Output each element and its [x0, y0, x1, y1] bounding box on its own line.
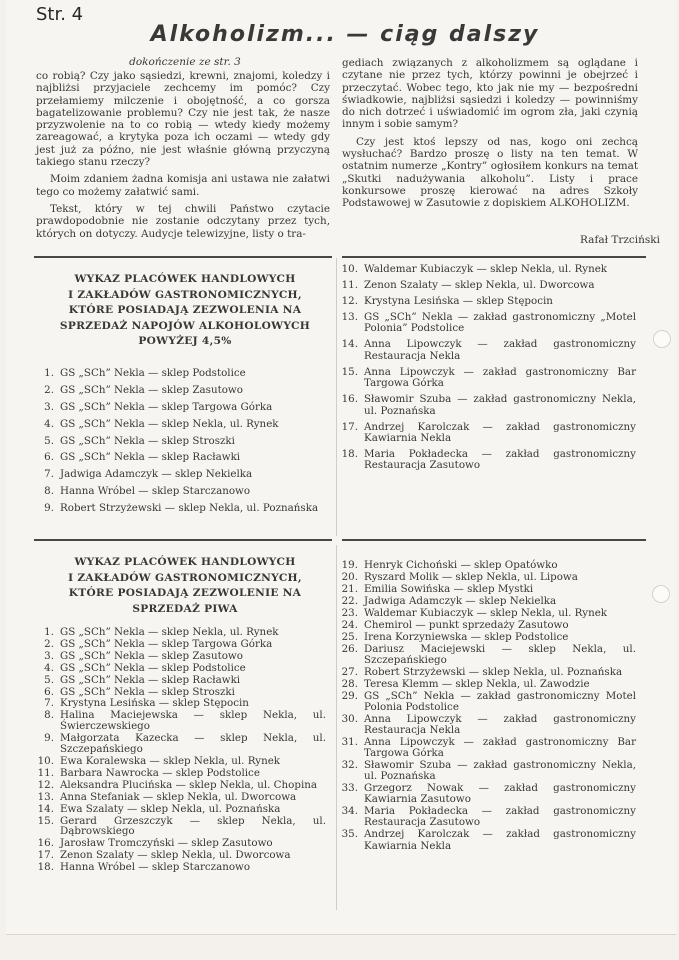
list-item	[334, 679, 636, 690]
item-number: 24.	[341, 618, 358, 631]
item-number: 17.	[37, 849, 54, 862]
item-text: Krystyna Lesińska — sklep Stępocin	[364, 295, 553, 307]
list-item	[34, 850, 326, 861]
heading-line: WYKAZ PLACÓWEK HANDLOWYCH	[74, 556, 296, 568]
item-text: GS „SCh” Nekla — sklep Stroszki	[60, 434, 235, 447]
item-text: GS „SCh” Nekla — sklep Zasutowo	[60, 383, 243, 396]
item-number: 10.	[37, 754, 54, 767]
item-text: Robert Strzyżewski — sklep Nekla, ul. Poznańska	[364, 665, 623, 678]
list-item	[334, 829, 636, 851]
item-number: 7.	[44, 468, 54, 481]
continuation-note: dokończenie ze str. 3	[129, 56, 241, 68]
article-right-column	[342, 57, 638, 215]
list-item	[334, 632, 636, 643]
item-number: 25.	[341, 630, 358, 643]
item-text: Ewa Koralewska — sklep Nekla, ul. Rynek	[60, 754, 281, 767]
list-item	[334, 806, 636, 828]
list-item	[336, 312, 636, 335]
item-text: Hanna Wróbel — sklep Starczanowo	[60, 861, 251, 874]
item-number: 19.	[341, 559, 358, 571]
item-text: Krystyna Lesińska — sklep Stępocin	[60, 697, 249, 710]
item-text: GS „SCh” Nekla — sklep Nekla, ul. Rynek	[60, 626, 279, 638]
heading-line: I ZAKŁADÓW GASTRONOMICZNYCH,	[68, 571, 302, 584]
item-text: Sławomir Szuba — zakład gastronomiczny Nekla, ul. Poznańska	[364, 393, 636, 417]
item-number: 31.	[341, 736, 358, 749]
item-text: Anna Lipowczyk — zakład gastronomiczny Bar Targowa Górka	[364, 736, 636, 760]
list-item	[34, 468, 324, 480]
alcohol-list-heading	[40, 272, 330, 350]
item-number: 27.	[341, 665, 358, 678]
item-number: 5.	[44, 434, 54, 447]
list-item	[336, 394, 636, 417]
article-paragraph: Czy jest ktoś lepszy od nas, kogo oni zechcą wysłuchać? Bardzo proszę o listy na ten temat. W ostatnim numerze „Kontry” ogłosiłem konkurs na temat „Skutki nadużywania alkoholu”. Listy i prace konkursowe proszę kierować na adres Szkoły Podstawowej w Zasutowie z dopiskiem ALKOHOLIZM.	[342, 135, 638, 210]
item-number: 13.	[341, 311, 358, 323]
list-item	[34, 804, 326, 815]
list-item	[336, 339, 636, 362]
item-text: Maria Pokładecka — zakład gastronomiczny Restauracja Zasutowo	[364, 805, 636, 829]
list-item	[334, 596, 636, 607]
item-text: Maria Pokładecka — zakład gastronomiczny Restauracja Zasutowo	[364, 448, 636, 472]
heading-line: I ZAKŁADÓW GASTRONOMICZNYCH,	[68, 288, 302, 301]
article-paragraph: Moim zdaniem żadna komisja ani ustawa nie załatwi tego co możemy załatwić sami.	[36, 173, 330, 198]
item-number: 33.	[341, 782, 358, 795]
item-text: Aleksandra Plucińska — sklep Nekla, ul. Chopina	[60, 778, 318, 791]
item-number: 21.	[341, 582, 358, 595]
list-item	[334, 560, 636, 571]
item-text: Andrzej Karolczak — zakład gastronomiczny Kawiarnia Nekla	[364, 420, 636, 445]
heading-line: POWYŻEJ 4,5%	[138, 335, 232, 348]
item-number: 12.	[37, 778, 54, 791]
item-number: 15.	[341, 365, 358, 378]
list-item	[336, 422, 636, 445]
list-item	[34, 780, 326, 791]
item-number: 4.	[44, 417, 54, 430]
item-number: 34.	[341, 805, 358, 818]
item-number: 12.	[341, 295, 358, 307]
item-number: 13.	[37, 790, 54, 803]
item-text: Anna Stefaniak — sklep Nekla, ul. Dworcowa	[60, 790, 297, 803]
list-item	[34, 710, 326, 732]
list-item	[34, 687, 326, 698]
list-item	[34, 384, 324, 396]
item-text: Jadwiga Adamczyk — sklep Nekielka	[364, 594, 557, 607]
item-text: Halina Maciejewska — sklep Nekla, ul. Świerczewskiego	[60, 709, 326, 733]
list-item	[334, 584, 636, 595]
list-item	[334, 691, 636, 713]
item-text: Zenon Szalaty — sklep Nekla, ul. Dworcowa	[60, 849, 291, 862]
item-text: Jadwiga Adamczyk — sklep Nekielka	[60, 468, 253, 481]
item-text: Sławomir Szuba — zakład gastronomiczny Nekla, ul. Poznańska	[364, 759, 636, 783]
item-number: 7.	[44, 697, 54, 710]
item-number: 18.	[341, 448, 358, 461]
item-number: 14.	[37, 802, 54, 815]
item-text: GS „SCh” Nekla — sklep Podstolice	[60, 367, 246, 379]
item-number: 3.	[44, 400, 54, 413]
article-left-column	[36, 70, 330, 245]
item-text: Ryszard Molik — sklep Nekla, ul. Lipowa	[364, 570, 578, 583]
item-number: 11.	[37, 766, 54, 779]
item-text: Anna Lipowczyk — zakład gastronomiczny Restauracja Nekla	[364, 338, 636, 362]
list-item	[34, 733, 326, 755]
item-text: Anna Lipowczyk — zakład gastronomiczny Restauracja Nekla	[364, 713, 636, 737]
item-number: 3.	[44, 649, 54, 662]
section-divider	[342, 539, 646, 541]
article-paragraph: co robią? Czy jako sąsiedzi, krewni, znajomi, koledzy i najbliżsi przyjaciele zechcemy im pomóc? Czy przełamiemy milczenie i obojętność, a co gorsza bagatelizowanie problemu? Czy nie jest tak, że nasze przyzwolenie na to co robią — wtedy kiedy możemy zareagować, a krytyka poza ich oczami — wtedy gdy jest już za późno, nie jest właśnie główną przyczyną takiego stanu rzeczy?	[36, 70, 330, 169]
item-text: Barbara Nawrocka — sklep Podstolice	[60, 766, 260, 779]
page-number: Str. 4	[36, 4, 84, 25]
item-text: Robert Strzyżewski — sklep Nekla, ul. Poznańska	[60, 502, 319, 515]
list-item	[34, 451, 324, 463]
item-number: 30.	[341, 713, 358, 726]
item-text: Jarosław Tromczyński — sklep Zasutowo	[60, 837, 273, 850]
list-item	[34, 862, 326, 873]
heading-line: KTÓRE POSIADAJĄ ZEZWOLENIA NA	[68, 304, 302, 317]
item-text: Emilia Sowińska — sklep Mystki	[364, 582, 534, 595]
alcohol-list-left	[34, 367, 324, 519]
item-number: 6.	[44, 685, 54, 698]
item-text: GS „SCh” Nekla — sklep Targowa Górka	[60, 637, 273, 650]
item-number: 20.	[341, 570, 358, 583]
article-paragraph: Tekst, który w tej chwili Państwo czytacie prawdopodobnie nie zostanie odczytany przez tych, których on dotyczy. Audycje telewizyjne, listy o tra-	[36, 202, 330, 240]
list-item	[34, 418, 324, 430]
section-divider	[342, 256, 646, 258]
item-number: 9.	[44, 732, 54, 745]
item-number: 6.	[44, 451, 54, 464]
item-text: Andrzej Karolczak — zakład gastronomiczny Kawiarnia Nekla	[364, 828, 636, 852]
list-item	[34, 651, 326, 662]
item-number: 14.	[341, 338, 358, 351]
section-divider	[34, 539, 332, 541]
list-item	[34, 838, 326, 849]
beer-list-heading	[40, 555, 330, 617]
list-item	[336, 280, 636, 291]
item-number: 17.	[341, 420, 358, 433]
item-text: GS „SCh” Nekla — sklep Zasutowo	[60, 649, 243, 662]
item-text: GS „SCh” Nekla — sklep Targowa Górka	[60, 400, 273, 413]
list-item	[334, 760, 636, 782]
item-text: GS „SCh” Nekla — sklep Nekla, ul. Rynek	[60, 417, 279, 430]
heading-line: SPRZEDAŻ PIWA	[132, 602, 238, 615]
item-text: GS „SCh” Nekla — zakład gastronomiczny „Motel Polonia” Podstolice	[364, 311, 636, 335]
heading-line: SPRZEDAŻ NAPOJÓW ALKOHOLOWYCH	[59, 319, 311, 332]
list-item	[34, 485, 324, 497]
item-text: Zenon Szalaty — sklep Nekla, ul. Dworcowa	[364, 279, 595, 291]
item-number: 18.	[37, 861, 54, 874]
item-number: 2.	[44, 637, 54, 650]
list-item	[336, 367, 636, 390]
item-text: Anna Lipowczyk — zakład gastronomiczny Bar Targowa Górka	[364, 365, 636, 390]
heading-line: WYKAZ PLACÓWEK HANDLOWYCH	[74, 273, 296, 285]
item-text: Małgorzata Kazecka — sklep Nekla, ul. Szczepańskiego	[60, 732, 326, 756]
alcohol-list-right	[336, 264, 636, 476]
list-item	[336, 449, 636, 472]
item-number: 2.	[44, 383, 54, 396]
item-text: Teresa Klemm — sklep Nekla, ul. Zawodzie	[364, 677, 590, 690]
item-number: 32.	[341, 759, 358, 772]
item-text: Hanna Wróbel — sklep Starczanowo	[60, 485, 251, 498]
item-number: 8.	[44, 485, 54, 498]
item-number: 26.	[341, 642, 358, 655]
list-item	[334, 620, 636, 631]
list-item	[336, 296, 636, 307]
item-number: 15.	[37, 814, 54, 827]
list-item	[334, 608, 636, 619]
heading-line: KTÓRE POSIADAJĄ ZEZWOLENIE NA	[68, 587, 302, 600]
list-item	[336, 264, 636, 275]
list-item	[34, 502, 324, 514]
item-text: GS „SCh” Nekla — sklep Podstolice	[60, 661, 246, 674]
item-number: 8.	[44, 709, 54, 722]
list-item	[334, 644, 636, 666]
punch-hole	[652, 585, 670, 603]
beer-list-right	[334, 560, 636, 852]
list-item	[34, 768, 326, 779]
item-text: GS „SCh” Nekla — sklep Racławki	[60, 673, 241, 686]
list-item	[34, 663, 326, 674]
list-item	[34, 792, 326, 803]
item-number: 9.	[44, 502, 54, 515]
punch-hole	[653, 330, 671, 348]
item-text: Gerard Grzeszczyk — sklep Nekla, ul. Dąbrowskiego	[60, 814, 326, 838]
item-number: 4.	[44, 661, 54, 674]
article-author: Rafał Trzciński	[580, 234, 660, 246]
item-text: Irena Korzyniewska — sklep Podstolice	[364, 630, 569, 643]
list-item	[334, 714, 636, 736]
list-item	[34, 639, 326, 650]
item-number: 1.	[44, 626, 54, 638]
list-item	[34, 698, 326, 709]
item-number: 16.	[37, 837, 54, 850]
item-number: 35.	[341, 828, 358, 841]
article-paragraph: gediach związanych z alkoholizmem są oglądane i czytane nie przez tych, którzy powinni je obejrzeć i przeczytać. Wobec tego, kto jak nie my — bezpośredni świadkowie, najbliżsi sąsiedzi i koledzy — powinniśmy do nich dotrzeć i uświadomić im ogrom zła, jaki czynią innym i sobie samym?	[342, 57, 638, 131]
item-number: 28.	[341, 677, 358, 690]
list-item	[34, 816, 326, 838]
list-item	[34, 675, 326, 686]
item-text: Dariusz Maciejewski — sklep Nekla, ul. Szczepańskiego	[364, 642, 636, 666]
item-text: Waldemar Kubiaczyk — sklep Nekla, ul. Rynek	[364, 606, 608, 619]
list-item	[334, 737, 636, 759]
item-number: 1.	[44, 367, 54, 379]
item-number: 11.	[341, 279, 358, 291]
item-text: GS „SCh” Nekla — zakład gastronomiczny Motel Polonia Podstolice	[364, 689, 636, 714]
item-number: 22.	[341, 594, 358, 607]
list-item	[34, 627, 326, 638]
item-text: Chemirol — punkt sprzedaży Zasutowo	[364, 618, 569, 631]
item-text: Henryk Cichoński — sklep Opatówko	[364, 559, 558, 571]
item-text: Waldemar Kubiaczyk — sklep Nekla, ul. Rynek	[364, 263, 608, 275]
list-item	[34, 367, 324, 379]
item-number: 29.	[341, 689, 358, 702]
item-number: 16.	[341, 393, 358, 406]
list-item	[34, 756, 326, 767]
section-divider	[34, 256, 332, 258]
item-text: GS „SCh” Nekla — sklep Racławki	[60, 451, 241, 464]
item-number: 5.	[44, 673, 54, 686]
list-item	[34, 435, 324, 447]
list-item	[34, 401, 324, 413]
item-text: Grzegorz Nowak — zakład gastronomiczny Kawiarnia Zasutowo	[364, 782, 636, 806]
item-text: Ewa Szalaty — sklep Nekla, ul. Poznańska	[60, 802, 281, 815]
item-number: 23.	[341, 606, 358, 619]
list-item	[334, 572, 636, 583]
article-title: Alkoholizm... — ciąg dalszy	[150, 22, 540, 47]
list-item	[334, 667, 636, 678]
item-number: 10.	[341, 263, 358, 275]
item-text: GS „SCh” Nekla — sklep Stroszki	[60, 685, 235, 698]
beer-list-left	[34, 627, 326, 874]
list-item	[334, 783, 636, 805]
